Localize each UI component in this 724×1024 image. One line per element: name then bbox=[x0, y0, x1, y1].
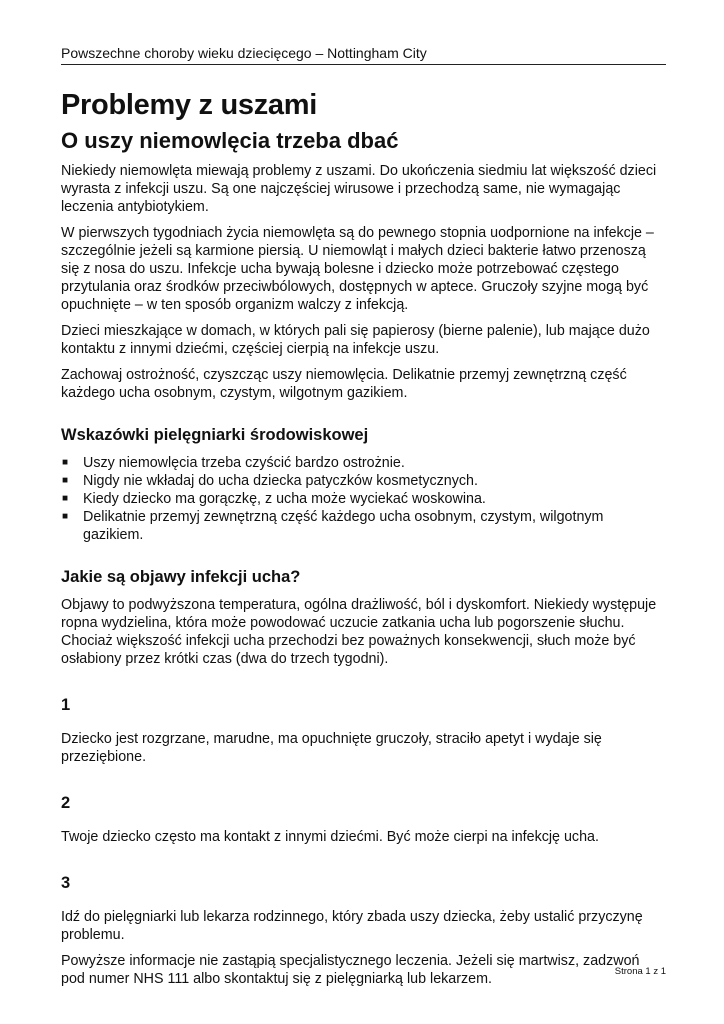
intro-paragraph-2: W pierwszych tygodniach życia niemowlęta są do pewnego stopnia uodpornione na infekcje – szczególnie jeżeli są karmione piersią. U niemowląt i małych dzieci bakterie łatwo przenoszą się z nosa do uszu. Infekcje ucha bywają bolesne i dziecko może potrzebować częstego przytulania oraz środków przeciwbólowych, dostępnych w aptece. Gruczoły szyjne mogą być opuchnięte – w ten sposób organizm walczy z infekcją. bbox=[61, 225, 654, 313]
list-item: ■ Kiedy dziecko ma gorączkę, z ucha może wyciekać woskowina. bbox=[62, 491, 486, 507]
square-bullet-icon: ■ bbox=[62, 457, 69, 468]
page-number: Strona 1 z 1 bbox=[614, 966, 666, 977]
page-title: Problemy z uszami bbox=[61, 89, 317, 121]
symptoms-heading: Jakie są objawy infekcji ucha? bbox=[61, 568, 301, 586]
tips-list bbox=[61, 454, 666, 544]
step-2-text: Twoje dziecko często ma kontakt z innymi dziećmi. Być może cierpi na infekcję ucha. bbox=[61, 829, 599, 845]
symptoms-text: Objawy to podwyższona temperatura, ogólna drażliwość, ból i dyskomfort. Niekiedy występuje ropna wydzielina, która może powodować uczucie zatkania ucha lub pogorszenie słuchu. Chociaż większość infekcji ucha przechodzi bez poważnych konsekwencji, słuch może być osłabiony przez krótki czas (dwa do trzech tygodni). bbox=[61, 597, 657, 667]
square-bullet-icon: ■ bbox=[62, 493, 69, 504]
step-3-text: Idź do pielęgniarki lub lekarza rodzinnego, który zbada uszy dziecka, żeby ustalić przyczynę problemu. bbox=[61, 909, 643, 943]
step-1-text: Dziecko jest rozgrzane, marudne, ma opuchnięte gruczoły, straciło apetyt i wydaje się przeziębione. bbox=[61, 731, 602, 765]
step-2-number: 2 bbox=[61, 794, 71, 812]
intro-paragraph-3: Dzieci mieszkające w domach, w których pali się papierosy (bierne palenie), lub mające dużo kontaktu z innymi dziećmi, częściej cierpią na infekcje uszu. bbox=[61, 323, 650, 357]
running-header: Powszechne choroby wieku dziecięcego – Nottingham City bbox=[61, 44, 666, 65]
step-3-number: 3 bbox=[61, 874, 71, 892]
intro-paragraph-1: Niekiedy niemowlęta miewają problemy z uszami. Do ukończenia siedmiu lat większość dzieci wyrasta z infekcji uszu. Są one najczęściej wirusowe i przechodzą same, nie wymagając leczenia antybiotykiem. bbox=[61, 163, 657, 215]
list-item: ■ Nigdy nie wkładaj do ucha dziecka patyczków kosmetycznych. bbox=[62, 473, 478, 489]
page-subtitle: O uszy niemowlęcia trzeba dbać bbox=[61, 128, 399, 153]
square-bullet-icon: ■ bbox=[62, 511, 69, 522]
square-bullet-icon: ■ bbox=[62, 475, 69, 486]
step-1-number: 1 bbox=[61, 696, 71, 714]
intro-paragraph-4: Zachowaj ostrożność, czyszcząc uszy niemowlęcia. Delikatnie przemyj zewnętrzną część każdego ucha osobnym, czystym, wilgotnym gazikiem. bbox=[61, 367, 627, 401]
list-item: ■ Delikatnie przemyj zewnętrzną część każdego ucha osobnym, czystym, wilgotnym gazikiem. bbox=[62, 509, 604, 543]
tips-heading: Wskazówki pielęgniarki środowiskowej bbox=[61, 426, 369, 444]
list-item: ■ Uszy niemowlęcia trzeba czyścić bardzo ostrożnie. bbox=[62, 455, 405, 471]
closing-note: Powyższe informacje nie zastąpią specjalistycznego leczenia. Jeżeli się martwisz, zadzwoń pod numer NHS 111 albo skontaktuj się z pielęgniarką lub lekarzem. bbox=[61, 953, 640, 987]
document-body bbox=[61, 86, 666, 996]
